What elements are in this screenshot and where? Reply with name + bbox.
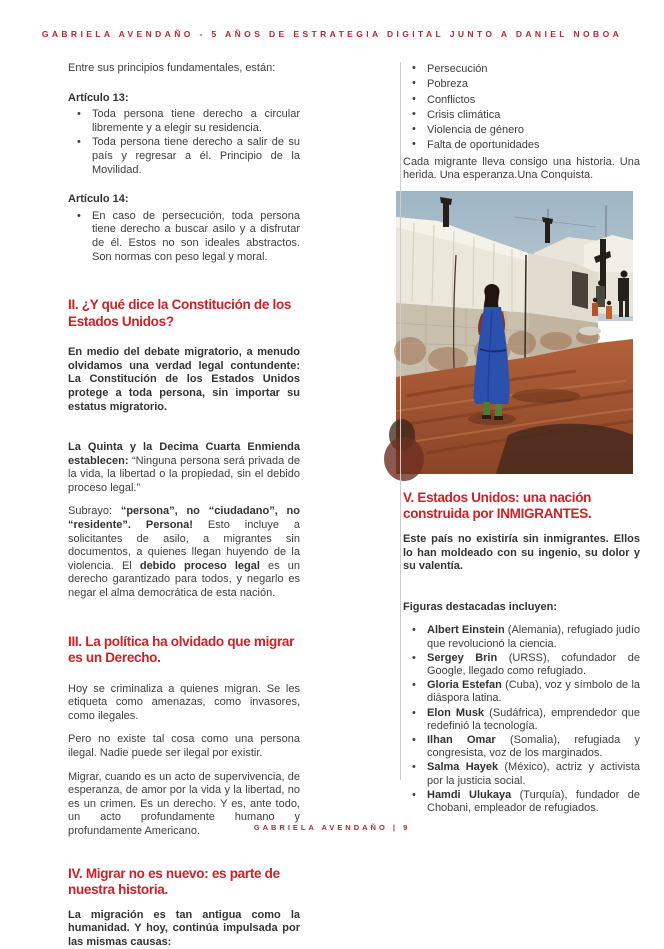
- figure-item: • Albert Einstein (Alemania), refugiado judío que revolucionó la ciencia.: [403, 624, 640, 650]
- intro-paragraph: Entre sus principios fundamentales, están:: [68, 62, 276, 74]
- debate-paragraph: En medio del debate migratorio, a menudo olvidamos una verdad legal contundente: La Constitución de los Estados Unidos protege a toda persona, sin importar su estatus migratorio.: [68, 346, 300, 413]
- bullet-icon: •: [412, 761, 416, 774]
- figure-item: • Sergey Brin (URSS), cofundador de Google, llegado como refugiado.: [403, 652, 640, 678]
- bullet-icon: •: [77, 209, 81, 222]
- cause-item: • Falta de oportunidades: [403, 138, 640, 152]
- refugee-camp-photo: [396, 191, 633, 474]
- criminaliza-paragraph: Hoy se criminaliza a quienes migran. Se les etiqueta como amenazas, como invasores, como ilegales.: [68, 682, 300, 722]
- cause-item: • Conflictos: [403, 93, 640, 107]
- bullet-icon: •: [412, 107, 416, 120]
- two-column-body: [68, 62, 640, 949]
- section-heading-ii: II. ¿Y qué dice la Constitución de los Estados Unidos?: [68, 297, 292, 329]
- bullet-icon: •: [412, 92, 416, 105]
- subrayo-paragraph: Subrayo: “persona”, no “ciudadano”, no “residente”. Persona! Esto incluye a solicitantes de asilo, a migrantes sin documentos, a quienes llegan huyendo de la violencia. El debido proceso legal es un derecho garantizado para todos, y negarlo es negar el alma democrática de esta nación.: [68, 505, 301, 600]
- section-heading-iii: III. La política ha olvidado que migrar es un Derecho.: [68, 633, 295, 666]
- figure-item: • Salma Hayek (México), actriz y activista por la justicia social.: [403, 761, 640, 787]
- figure-item: • Hamdi Ulukaya (Turquía), fundador de Chobani, empleador de refugiados.: [403, 789, 640, 815]
- bullet-icon: •: [412, 788, 416, 801]
- right-column: [403, 62, 640, 949]
- bullet-icon: •: [77, 136, 81, 149]
- bullet-icon: •: [412, 706, 416, 719]
- cause-item: • Pobreza: [403, 77, 640, 91]
- list-item: • Toda persona tiene derecho a salir de su país y regresar a él. Principio de la Movilidad.: [68, 136, 300, 177]
- list-item: • Toda persona tiene derecho a circular libremente y a elegir su residencia.: [68, 108, 300, 135]
- pais-paragraph: Este país no existiría sin inmigrantes. Ellos lo han moldeado con su ingenio, su dolor y su valentía.: [403, 532, 640, 573]
- figures-title: Figuras destacadas incluyen:: [403, 600, 558, 613]
- historia-paragraph: Cada migrante lleva consigo una historia. Una herida. Una esperanza.Una Conquista.: [403, 155, 640, 182]
- articulo-13-title: Artículo 13:: [68, 91, 129, 104]
- ilegal-paragraph: Pero no existe tal cosa como una persona ilegal. Nadie puede ser ilegal por existir.: [68, 733, 300, 759]
- left-column: [68, 62, 300, 949]
- list-item: • En caso de persecución, toda persona tiene derecho a buscar asilo y a disfrutar de él. Estos no son ideales abstractos. Son normas con peso legal y moral.: [68, 210, 300, 264]
- figure-item: • Gloria Estefan (Cuba), voz y símbolo de la diáspora latina.: [403, 679, 640, 705]
- bullet-icon: •: [412, 123, 416, 136]
- figures-list: [403, 624, 640, 815]
- cause-item: • Violencia de género: [403, 123, 640, 137]
- cause-item: • Crisis climática: [403, 108, 640, 122]
- bullet-icon: •: [412, 679, 416, 692]
- bullet-icon: •: [412, 733, 416, 746]
- bullet-icon: •: [412, 651, 416, 664]
- section-heading-iv: IV. Migrar no es nuevo: es parte de nuestra historia.: [68, 865, 280, 898]
- figure-item: • Elon Musk (Sudáfrica), emprendedor que redefinió la tecnología.: [403, 707, 640, 733]
- figure-item: • Ilhan Omar (Somalia), refugiada y congresista, voz de los marginados.: [403, 734, 640, 760]
- page-header: GABRIELA AVENDAÑO - 5 AÑOS DE ESTRATEGIA DIGITAL JUNTO A DANIEL NOBOA: [41, 29, 623, 39]
- bullet-icon: •: [412, 62, 416, 74]
- bullet-icon: •: [412, 624, 416, 637]
- migracion-paragraph: La migración es tan antigua como la humanidad. Y hoy, continúa impulsada por las mismas causas:: [68, 908, 300, 948]
- bullet-icon: •: [412, 138, 416, 151]
- articulo-14-list: [68, 210, 300, 264]
- migrar-paragraph: Migrar, cuando es un acto de supervivencia, de esperanza, de amor por la vida y la libertad, no es un crimen. Es un derecho. Y es, ante todo, un acto profundamente humano y profundamente Americano.: [68, 770, 300, 837]
- section-heading-v: V. Estados Unidos: una nación construida por INMIGRANTES.: [403, 489, 592, 522]
- column-divider: [400, 62, 401, 780]
- causes-list: [403, 62, 640, 153]
- bullet-icon: •: [412, 77, 416, 90]
- page-footer: GABRIELA AVENDAÑO | 9: [253, 823, 411, 832]
- enmienda-paragraph: La Quinta y la Decima Cuarta Enmienda establecen: “Ninguna persona será privada de la vida, la libertad o la propiedad, sin el debido proceso legal.”: [68, 441, 300, 494]
- bullet-icon: •: [77, 108, 81, 121]
- cause-item: • Persecución: [403, 62, 640, 76]
- articulo-14-title: Artículo 14:: [68, 193, 129, 206]
- articulo-13-list: [68, 108, 300, 177]
